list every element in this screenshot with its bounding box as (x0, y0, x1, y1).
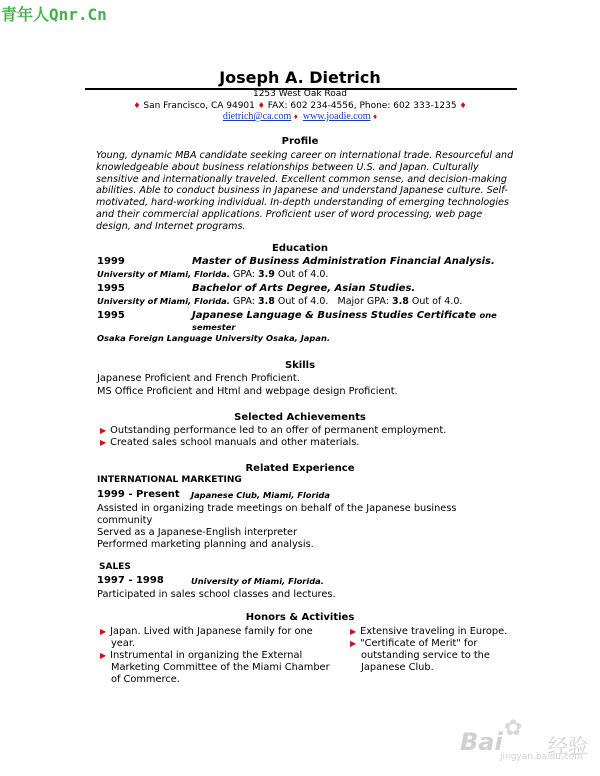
edu-school-line (97, 296, 462, 307)
honor-item: ▶ Japan. Lived with Japanese family for one (100, 626, 313, 637)
honors-heading: Honors & Activities (245, 612, 355, 623)
links-line (0, 111, 600, 122)
profile-heading: Profile (281, 136, 319, 147)
resume-name: Joseph A. Dietrich (219, 68, 381, 87)
edu-year: 1999 (97, 256, 125, 267)
edu-degree-tail: one (479, 310, 497, 320)
honor-line: Marketing Committee of the Miami Chamber (111, 662, 330, 673)
gpa-out-of: Out of 4.0. (277, 269, 329, 280)
bullet-icon: ♦ (133, 101, 141, 110)
honor-line: of Commerce. (111, 674, 180, 685)
fax-phone: FAX: 602 234-4556, Phone: 602 333-1235 (267, 101, 457, 111)
job-title: SALES (99, 562, 131, 572)
job-line: Served as a Japanese-English interpreter (97, 527, 298, 538)
street-address: 1253 West Oak Road (252, 89, 347, 99)
bullet-icon: ♦ (459, 101, 467, 110)
baidu-url: jingyan.baidu.com (500, 752, 584, 762)
website-link[interactable]: www.joadie.com (302, 111, 371, 122)
baidu-brand: Bai (460, 728, 503, 756)
city: San Francisco, CA 94901 (143, 101, 255, 111)
arrow-bullet-icon: ▶ (350, 639, 357, 648)
edu-school: University of Miami, Florida. (97, 296, 230, 306)
experience-heading: Related Experience (245, 463, 355, 474)
job-line: community (97, 515, 153, 526)
edu-school: Osaka Foreign Language University Osaka, Japan. (97, 333, 330, 343)
gpa-value: 3.9 (258, 269, 275, 280)
edu-school-line (97, 333, 330, 344)
bullet-icon: ♦ (373, 112, 378, 121)
job-line: Performed marketing planning and analysis. (97, 539, 314, 550)
edu-degree: Bachelor of Arts Degree, Asian Studies. (192, 283, 416, 294)
skill-line: MS Office Proficient and Html and webpage design Proficient. (97, 386, 398, 397)
major-gpa-out-of: Out of 4.0. (411, 296, 463, 307)
major-gpa-value: 3.8 (391, 296, 409, 307)
edu-degree (192, 310, 497, 321)
arrow-bullet-icon: ▶ (100, 426, 107, 435)
email-link[interactable]: dietrich@ca.com (222, 111, 292, 122)
arrow-bullet-icon: ▶ (100, 651, 107, 660)
edu-degree-text: Japanese Language & Business Studies Certificate (192, 310, 477, 321)
job-line: Assisted in organizing trade meetings on behalf of the Japanese business (97, 503, 457, 514)
baidu-suffix: 经验 (548, 734, 588, 758)
education-heading: Education (272, 243, 328, 254)
job-period: 1997 - 1998 (97, 575, 164, 586)
honor-item: ▶ "Certificate of Merit" for (350, 638, 478, 649)
gpa-value: 3.8 (258, 296, 275, 307)
edu-year: 1995 (97, 310, 125, 321)
edu-school: University of Miami, Florida. (97, 269, 230, 279)
edu-degree: Master of Business Administration Financial Analysis. (192, 256, 495, 267)
skills-heading: Skills (284, 360, 316, 371)
site-watermark: 青年人Qnr.Cn (1, 5, 107, 24)
edu-year: 1995 (97, 283, 125, 294)
edu-degree-tail2: semester (192, 322, 236, 332)
honor-item: ▶ Instrumental in organizing the External (100, 650, 303, 661)
skill-line: Japanese Proficient and French Proficient. (97, 373, 300, 384)
gpa-out-of: Out of 4.0. (277, 296, 329, 307)
job-title: INTERNATIONAL MARKETING (97, 475, 242, 485)
bullet-icon: ♦ (257, 101, 265, 110)
gpa-label: GPA: (232, 296, 255, 307)
contact-line (0, 101, 600, 111)
achievement-item: ▶ Outstanding performance led to an offer of permanent employment. (100, 425, 447, 436)
job-line: Participated in sales school classes and lectures. (97, 589, 336, 600)
job-period: 1999 - Present (97, 489, 180, 500)
gpa-label: GPA: (232, 269, 255, 280)
honor-line: Japanese Club. (361, 662, 434, 673)
arrow-bullet-icon: ▶ (350, 627, 357, 636)
arrow-bullet-icon: ▶ (100, 627, 107, 636)
bullet-icon: ♦ (293, 112, 298, 121)
achievement-item: ▶ Created sales school manuals and other materials. (100, 437, 360, 448)
job-employer: University of Miami, Florida. (191, 576, 324, 586)
edu-school-line (97, 269, 328, 280)
job-employer: Japanese Club, Miami, Florida (191, 490, 330, 500)
major-gpa-label: Major GPA: (337, 296, 389, 307)
honor-item: ▶ Extensive traveling in Europe. (350, 626, 508, 637)
baidu-watermark (456, 716, 592, 764)
paw-icon: ✿ (504, 716, 523, 741)
honor-line: outstanding service to the (361, 650, 490, 661)
profile-text: Young, dynamic MBA candidate seeking career on international trade. Resourceful and knowledgeable about business relationships between U.S. and Japan. Culturally sensitive and internationally traveled. Excellent common sense, and decision-making abilities. Able to conduct business in Japanese and understand Japanese culture. Self-motivated, hard-working individual. In-depth understanding of emerging technologies and their commercial applications. Proficient user of word processing, web page design, and Internet programs. (96, 150, 514, 232)
arrow-bullet-icon: ▶ (100, 438, 107, 447)
honor-line: year. (111, 638, 136, 649)
achievements-heading: Selected Achievements (234, 412, 366, 423)
